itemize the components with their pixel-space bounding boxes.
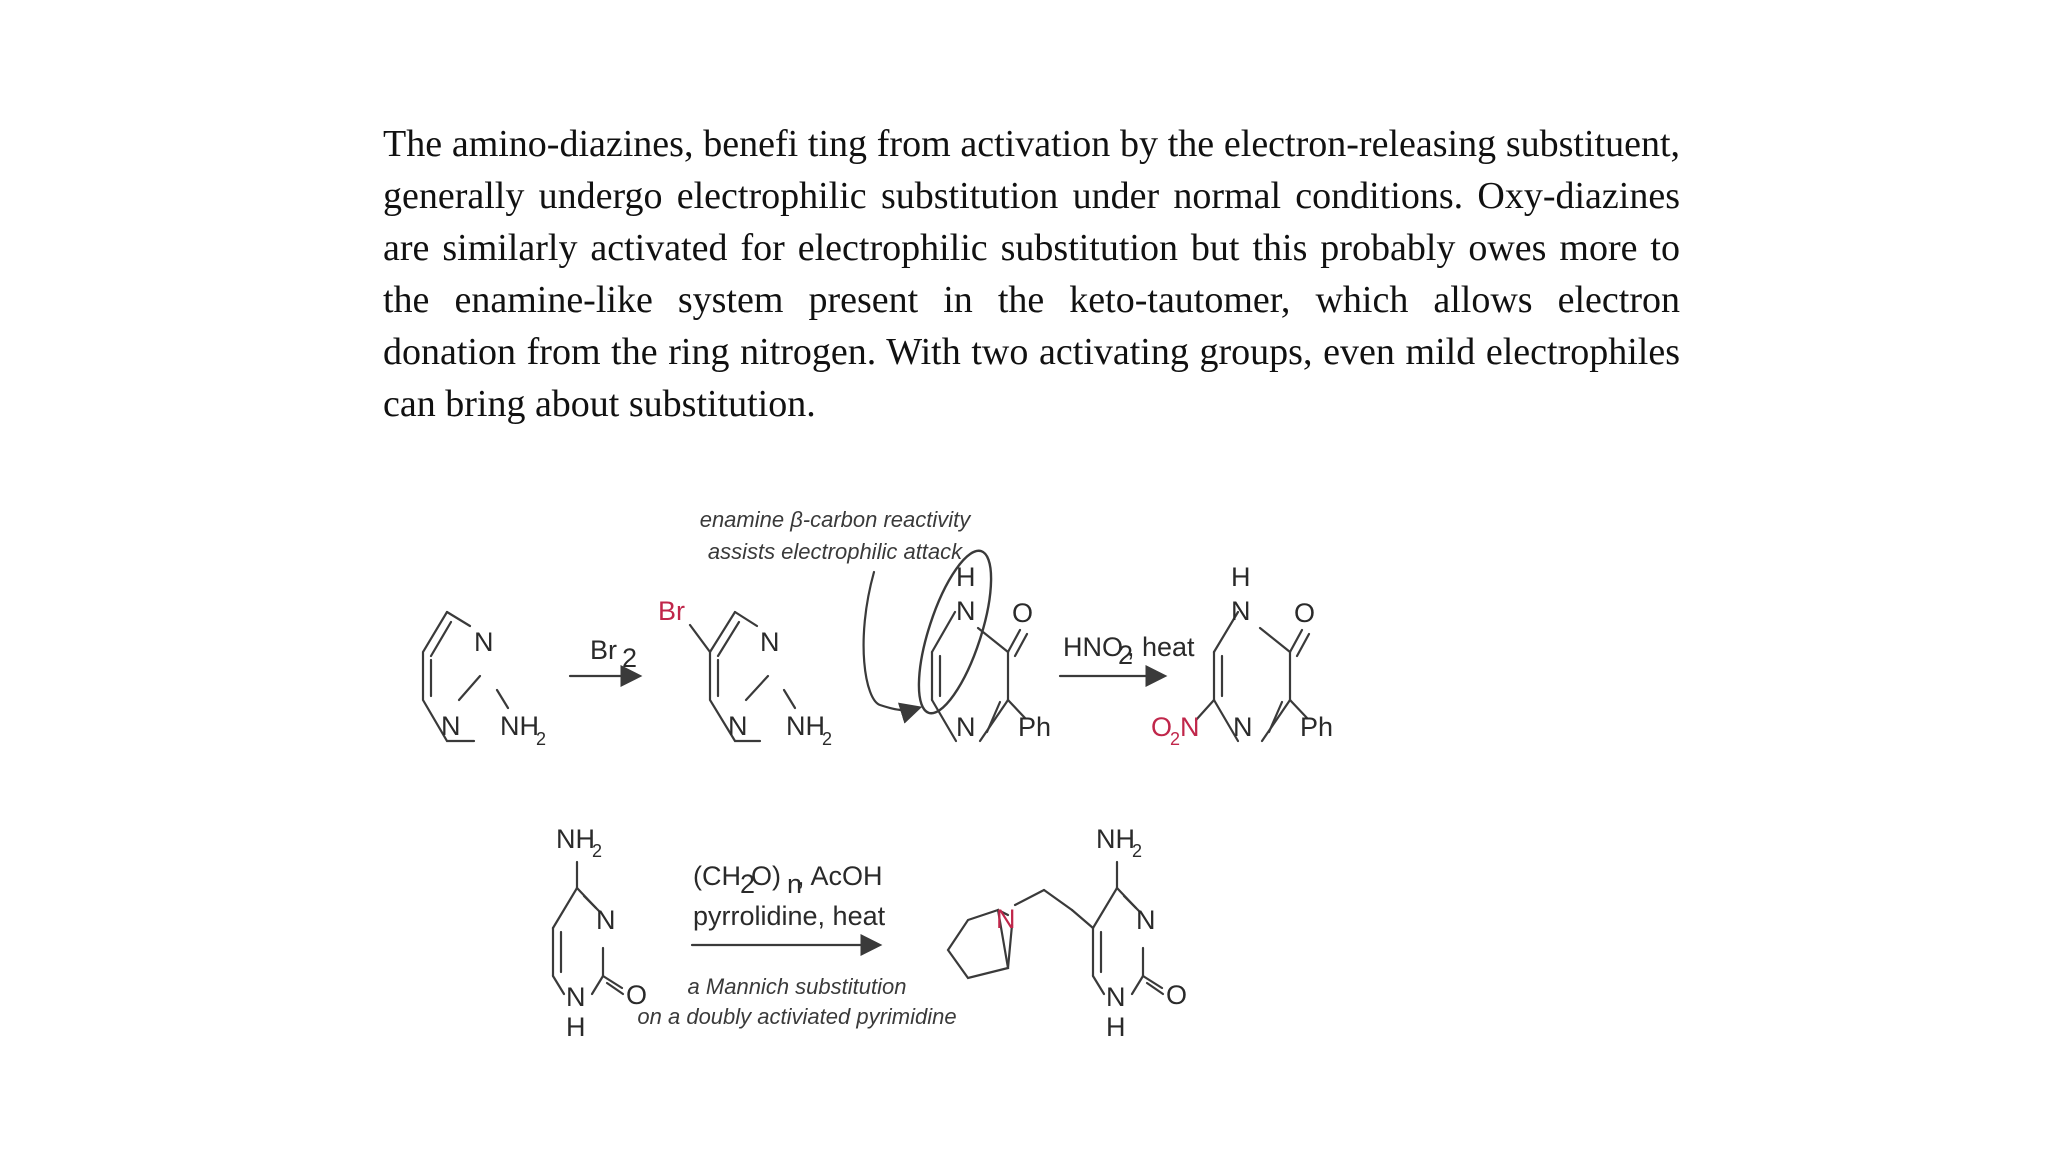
reagent-line: pyrrolidine, heat [693, 901, 886, 931]
atom-label: N [441, 711, 461, 741]
atom-label: N [474, 627, 494, 657]
atom-label: O [1166, 980, 1188, 1010]
atom-label: NH [500, 711, 539, 741]
atom-label: N [728, 711, 748, 741]
reagent-subscript: 2 [740, 869, 756, 899]
reagent-hno3: HNO [1063, 632, 1123, 662]
reagent-subscript: 2 [622, 643, 638, 673]
atom-label: N [1106, 982, 1126, 1012]
atom-label: O [1012, 598, 1034, 628]
atom-label: NH [786, 711, 825, 741]
reaction-arrow-nitration [1060, 632, 1195, 676]
reagent-line: , AcOH [797, 861, 883, 891]
atom-subscript: 2 [1132, 841, 1143, 861]
reagent-heat: , heat [1127, 632, 1195, 662]
atom-label: N [566, 982, 586, 1012]
atom-label: O [1294, 598, 1316, 628]
atom-bromine: Br [658, 596, 685, 626]
atom-label: H [566, 1012, 586, 1042]
molecule-2-aminopyrimidine [423, 612, 546, 749]
atom-label: N [956, 596, 976, 626]
atom-label: N [1136, 905, 1156, 935]
atom-label: N [1231, 596, 1251, 626]
reaction-arrow-bromination [570, 635, 638, 676]
reagent-subscript: n [787, 869, 803, 899]
molecule-mannich-product [948, 824, 1187, 1042]
annotation-line: assists electrophilic attack [707, 539, 963, 564]
reagent-line: (CH [693, 861, 741, 891]
atom-subscript: 2 [592, 841, 603, 861]
reagent-br2: Br [590, 635, 617, 665]
body-paragraph: The amino-diazines, benefi ting from activation by the electron-releasing substituent, generally undergo electrophilic substitution under normal conditions. Oxy-diazines are similarly activated for electrophilic substitution but this probably owes more to the enamine-like system present in the keto-tautomer, which allows electron donation from the ring nitrogen. With two activating groups, even mild electrophiles can bring about substitution. [383, 123, 1680, 425]
reagent-line: O) [751, 861, 781, 891]
annotation-line: on a doubly activiated pyrimidine [637, 1004, 957, 1029]
atom-label: N [1233, 712, 1253, 742]
atom-label: NH [556, 824, 595, 854]
atom-label: H [956, 562, 976, 592]
atom-pyrrolidine-n: N [996, 904, 1016, 934]
molecule-cytosine [553, 824, 647, 1042]
atom-label: H [1106, 1012, 1126, 1042]
atom-subscript: 2 [822, 729, 833, 749]
atom-nitro-o: O [1151, 712, 1173, 742]
atom-label: Ph [1018, 712, 1052, 742]
reagent-subscript: 2 [1118, 640, 1134, 670]
atom-label: N [760, 627, 780, 657]
annotation-line: a Mannich substitution [687, 974, 907, 999]
annotation-line: enamine β-carbon reactivity [699, 507, 971, 532]
atom-label: H [1231, 562, 1251, 592]
atom-nitro-n: N [1180, 712, 1200, 742]
atom-label: Ph [1300, 712, 1334, 742]
atom-subscript: 2 [536, 729, 547, 749]
atom-label: N [956, 712, 976, 742]
reaction-arrow-mannich [637, 861, 956, 1029]
molecule-5-bromo-2-aminopyrimidine [658, 596, 832, 749]
atom-label: O [626, 980, 648, 1010]
atom-label: NH [1096, 824, 1135, 854]
atom-subscript: 2 [1170, 729, 1181, 749]
atom-label: N [596, 905, 616, 935]
